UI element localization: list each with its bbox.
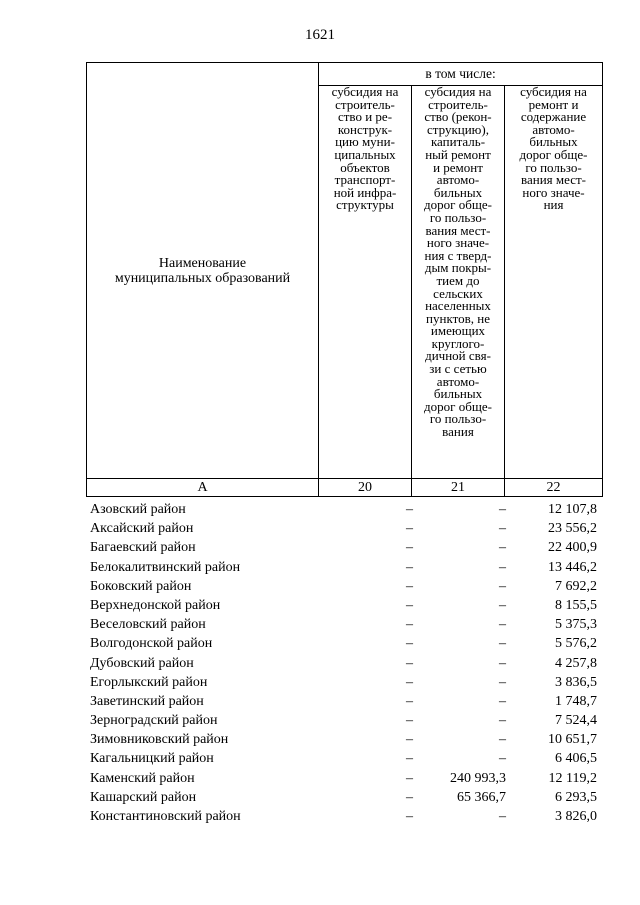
cell-col-20: – bbox=[406, 789, 413, 805]
cell-col-20: – bbox=[406, 578, 413, 594]
cell-col-22: 5 576,2 bbox=[555, 636, 597, 652]
cell-col-20: – bbox=[406, 597, 413, 613]
column-header-line: пунктов, не bbox=[426, 310, 490, 326]
municipality-name: Зимовниковский район bbox=[90, 732, 229, 748]
cell-col-22: 12 107,8 bbox=[548, 502, 597, 517]
cell-col-21: – bbox=[499, 713, 506, 729]
column-header-line: го пользо- bbox=[429, 209, 487, 225]
municipality-name: Верхнедонской район bbox=[90, 597, 221, 613]
table-row bbox=[86, 538, 602, 557]
municipality-name: Белокалитвинский район bbox=[90, 559, 241, 575]
cell-col-20: – bbox=[406, 559, 413, 575]
cell-col-22: 1 748,7 bbox=[555, 693, 597, 709]
column-header-line: субсидия на bbox=[424, 84, 492, 99]
table-header bbox=[86, 62, 603, 497]
cell-col-22: 4 257,8 bbox=[555, 655, 597, 671]
column-header-line: ство (рекон- bbox=[424, 109, 492, 125]
municipality-name: Егорлыкский район bbox=[90, 674, 208, 690]
column-header-line: содержание bbox=[520, 109, 587, 125]
municipality-name: Волгодонской район bbox=[90, 636, 213, 652]
table-row bbox=[86, 807, 602, 826]
cell-col-22: 22 400,9 bbox=[548, 540, 597, 556]
column-header-line: населенных bbox=[425, 298, 491, 314]
column-header-line: тием до bbox=[436, 272, 480, 288]
column-header-line: строитель- bbox=[335, 96, 395, 112]
page-number: 1621 bbox=[305, 27, 335, 43]
column-header-line: строитель- bbox=[428, 96, 488, 112]
cell-col-21: 240 993,3 bbox=[450, 770, 506, 786]
cell-col-20: – bbox=[406, 617, 413, 633]
column-number-21: 21 bbox=[412, 479, 505, 497]
cell-col-20: – bbox=[406, 713, 413, 729]
table-body bbox=[86, 500, 602, 826]
cell-col-22: 8 155,5 bbox=[555, 597, 597, 613]
cell-col-21: 65 366,7 bbox=[457, 789, 506, 805]
column-header-line: бильных bbox=[529, 134, 578, 150]
cell-col-21: – bbox=[499, 674, 506, 690]
table-row bbox=[86, 500, 602, 519]
column-header-line: круглого- bbox=[431, 335, 485, 351]
table-row bbox=[86, 634, 602, 653]
cell-col-20: – bbox=[406, 732, 413, 748]
cell-col-22: 12 119,2 bbox=[548, 770, 597, 786]
municipality-name: Зерноградский район bbox=[90, 713, 218, 729]
column-header-line: го пользо- bbox=[429, 411, 487, 427]
municipality-name: Каменский район bbox=[90, 770, 195, 786]
column-header-line: транспорт- bbox=[334, 172, 396, 188]
municipality-name: Багаевский район bbox=[90, 540, 196, 556]
cell-col-22: 10 651,7 bbox=[548, 732, 597, 748]
municipality-name: Веселовский район bbox=[90, 617, 206, 633]
cell-col-22: 7 524,4 bbox=[555, 713, 597, 729]
cell-col-22: 6 406,5 bbox=[555, 751, 597, 767]
column-header-line: имеющих bbox=[430, 323, 486, 339]
column-header-line: ремонт и bbox=[528, 96, 579, 112]
cell-col-22: 23 556,2 bbox=[548, 521, 597, 537]
table-row bbox=[86, 558, 602, 577]
cell-col-21: – bbox=[499, 617, 506, 633]
column-header-line: капиталь- bbox=[430, 134, 486, 150]
cell-col-20: – bbox=[406, 751, 413, 767]
column-header-line: дорог обще- bbox=[424, 197, 492, 213]
municipality-name: Кагальницкий район bbox=[90, 751, 214, 767]
table-row bbox=[86, 711, 602, 730]
cell-col-21: – bbox=[499, 693, 506, 709]
cell-col-22: 3 836,5 bbox=[555, 674, 597, 690]
cell-col-21: – bbox=[499, 732, 506, 748]
cell-col-20: – bbox=[406, 809, 413, 824]
column-header-line: бильных bbox=[433, 184, 483, 200]
table-row bbox=[86, 673, 602, 692]
column-header-line: вания мест- bbox=[425, 222, 491, 238]
cell-col-20: – bbox=[406, 636, 413, 652]
municipality-name: Константиновский район bbox=[90, 809, 241, 824]
column-header-line: конструк- bbox=[337, 121, 393, 137]
column-header-line: ного значе- bbox=[522, 184, 585, 200]
cell-col-21: – bbox=[499, 578, 506, 594]
cell-col-21: – bbox=[499, 559, 506, 575]
table-row bbox=[86, 749, 602, 768]
column-header-22 bbox=[505, 86, 603, 479]
column-header-line: субсидия на bbox=[331, 84, 399, 99]
table-row bbox=[86, 769, 602, 788]
cell-col-20: – bbox=[406, 540, 413, 556]
cell-col-21: – bbox=[499, 751, 506, 767]
column-header-line: вания bbox=[442, 424, 474, 440]
column-header-line: ния bbox=[543, 197, 564, 213]
municipality-name: Аксайский район bbox=[90, 521, 194, 537]
column-header-line: автомо- bbox=[532, 121, 575, 137]
column-header-line: бильных bbox=[433, 386, 483, 402]
cell-col-21: – bbox=[499, 521, 506, 537]
cell-col-20: – bbox=[406, 693, 413, 709]
column-header-line: ципальных bbox=[334, 146, 396, 162]
cell-col-22: 13 446,2 bbox=[548, 559, 597, 575]
cell-col-20: – bbox=[406, 521, 413, 537]
cell-col-21: – bbox=[499, 636, 506, 652]
cell-col-21: – bbox=[499, 597, 506, 613]
municipality-name-header: Наименование муниципальных образований bbox=[87, 63, 319, 479]
cell-col-20: – bbox=[406, 655, 413, 671]
column-header-line: дичной свя- bbox=[425, 348, 491, 364]
column-header-line: ного значе- bbox=[426, 235, 490, 251]
column-header-line: струкцию), bbox=[427, 121, 489, 137]
column-header-line: дорог обще- bbox=[519, 146, 588, 162]
including-group-header: в том числе: bbox=[319, 63, 603, 86]
table-row bbox=[86, 730, 602, 749]
column-header-20 bbox=[319, 86, 412, 479]
cell-col-22: 5 375,3 bbox=[555, 617, 597, 633]
column-header-line: объектов bbox=[340, 159, 390, 175]
column-code-a: А bbox=[87, 479, 319, 497]
column-header-line: субсидия на bbox=[520, 84, 587, 99]
column-header-line: структуры bbox=[336, 197, 394, 213]
table-row bbox=[86, 692, 602, 711]
cell-col-22: 6 293,5 bbox=[555, 789, 597, 805]
table-row bbox=[86, 654, 602, 673]
column-header-line: дорог обще- bbox=[424, 398, 492, 414]
column-header-line: автомо- bbox=[436, 373, 480, 389]
cell-col-20: – bbox=[406, 674, 413, 690]
column-header-line: вания мест- bbox=[521, 172, 586, 188]
municipality-name: Заветинский район bbox=[90, 693, 204, 709]
table-row bbox=[86, 519, 602, 538]
column-header-line: го пользо- bbox=[525, 159, 582, 175]
cell-col-21: – bbox=[499, 809, 506, 824]
table-row bbox=[86, 788, 602, 807]
municipality-name: Боковский район bbox=[90, 578, 192, 594]
cell-col-21: – bbox=[499, 540, 506, 556]
column-header-line: и ремонт bbox=[433, 159, 483, 175]
column-header-21 bbox=[412, 86, 505, 479]
municipality-name: Дубовский район bbox=[90, 655, 194, 671]
column-number-22: 22 bbox=[505, 479, 603, 497]
column-header-line: ния с тверд- bbox=[424, 247, 492, 263]
column-header-line: автомо- bbox=[436, 172, 480, 188]
column-header-line: сельских bbox=[433, 285, 483, 301]
cell-col-21: – bbox=[499, 502, 506, 517]
column-header-line: ный ремонт bbox=[425, 146, 491, 162]
municipality-name: Кашарский район bbox=[90, 789, 197, 805]
column-header-line: зи с сетью bbox=[429, 361, 487, 377]
column-header-line: ной инфра- bbox=[333, 184, 397, 200]
cell-col-21: – bbox=[499, 655, 506, 671]
cell-col-20: – bbox=[406, 502, 413, 517]
municipality-name: Азовский район bbox=[90, 502, 186, 517]
column-number-20: 20 bbox=[319, 479, 412, 497]
cell-col-22: 7 692,2 bbox=[555, 578, 597, 594]
column-header-line: дым покры- bbox=[424, 260, 492, 276]
column-header-line: цию муни- bbox=[335, 134, 395, 150]
table-row bbox=[86, 596, 602, 615]
cell-col-22: 3 826,0 bbox=[555, 809, 597, 824]
table-row bbox=[86, 615, 602, 634]
column-header-line: ство и ре- bbox=[337, 109, 393, 125]
cell-col-20: – bbox=[406, 770, 413, 786]
table-row bbox=[86, 577, 602, 596]
